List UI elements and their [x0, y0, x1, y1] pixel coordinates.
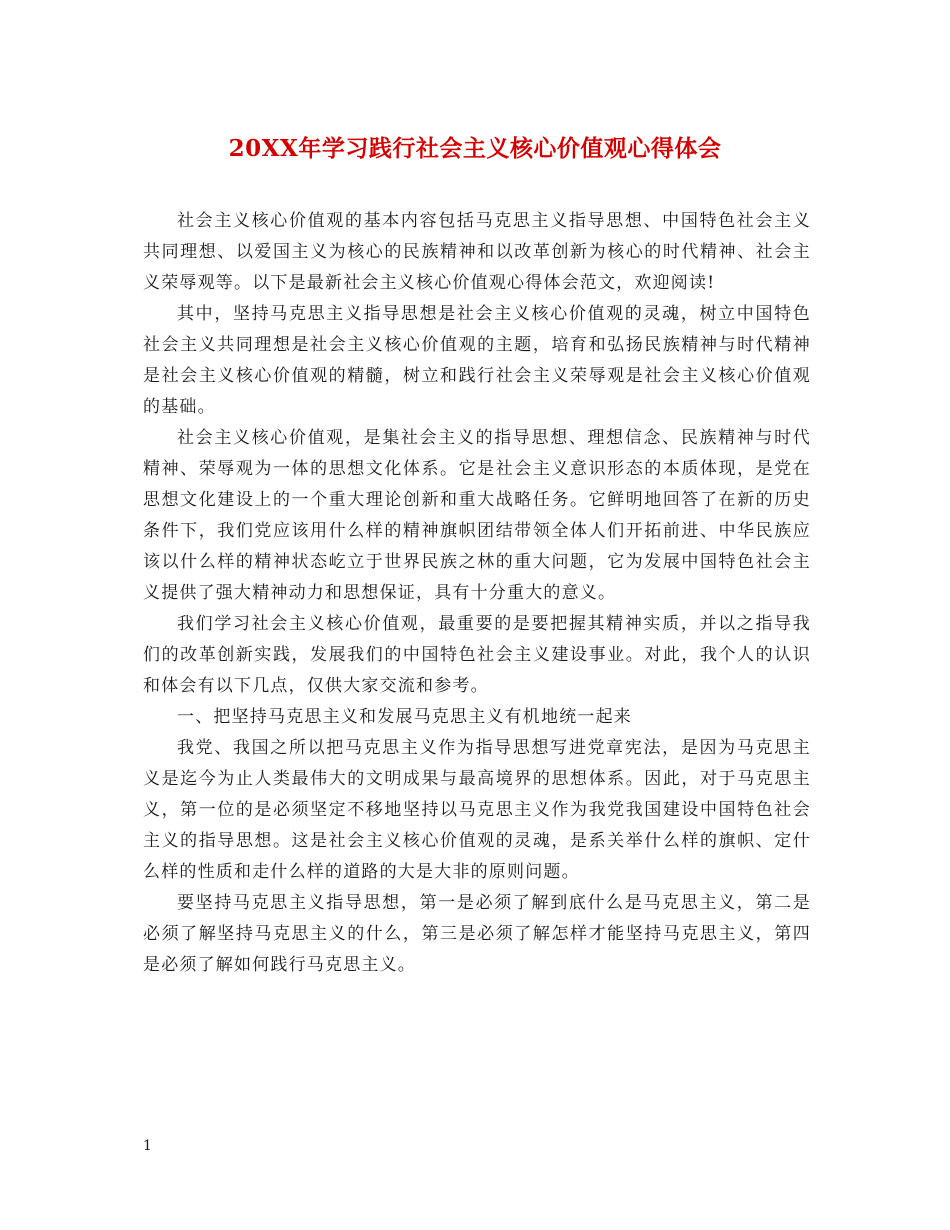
paragraph-marxism: 我党、我国之所以把马克思主义作为指导思想写进党章宪法，是因为马克思主义是迄今为止人类最伟大的文明成果与最高境界的思想体系。因此，对于马克思主义，第一位的是必须坚定不移地坚持以马克思主义作为我党我国建设中国特色社会主义的指导思想。这是社会主义核心价值观的灵魂，是系关举什么样的旗帜、定什么样的性质和走什么样的道路的大是大非的原则问题。 — [143, 738, 811, 882]
document-body — [143, 206, 811, 981]
section-heading-1: 一、把坚持马克思主义和发展马克思主义有机地统一起来 — [177, 707, 632, 727]
paragraph-core-values: 其中，坚持马克思主义指导思想是社会主义核心价值观的灵魂，树立中国特色社会主义共同理想是社会主义核心价值观的主题，培育和弘扬民族精神与时代精神是社会主义核心价值观的精髓，树立和践行社会主义荣辱观是社会主义核心价值观的基础。 — [143, 304, 811, 417]
paragraph-intro: 社会主义核心价值观的基本内容包括马克思主义指导思想、中国特色社会主义共同理想、以爱国主义为核心的民族精神和以改革创新为核心的时代精神、社会主义荣辱观等。以下是最新社会主义核心价值观心得体会范文，欢迎阅读! — [143, 211, 811, 293]
paragraph-cultural-system: 社会主义核心价值观，是集社会主义的指导思想、理想信念、民族精神与时代精神、荣辱观为一体的思想文化体系。它是社会主义意识形态的本质体现，是党在思想文化建设上的一个重大理论创新和重大战略任务。它鲜明地回答了在新的历史条件下，我们党应该用什么样的精神旗帜团结带领全体人们开拓前进、中华民族应该以什么样的精神状态屹立于世界民族之林的重大问题，它为发展中国特色社会主义提供了强大精神动力和思想保证，具有十分重大的意义。 — [143, 428, 811, 603]
paragraph-guiding-thought: 要坚持马克思主义指导思想，第一是必须了解到底什么是马克思主义，第二是必须了解坚持马克思主义的什么，第三是必须了解怎样才能坚持马克思主义，第四是必须了解如何践行马克思主义。 — [143, 893, 811, 975]
paragraph-learning: 我们学习社会主义核心价值观，最重要的是要把握其精神实质，并以之指导我们的改革创新实践，发展我们的中国特色社会主义建设事业。对此，我个人的认识和体会有以下几点，仅供大家交流和参考。 — [143, 614, 811, 696]
document-title: 20XX年学习践行社会主义核心价值观心得体会 — [228, 135, 722, 162]
page-number: 1 — [143, 1138, 152, 1154]
